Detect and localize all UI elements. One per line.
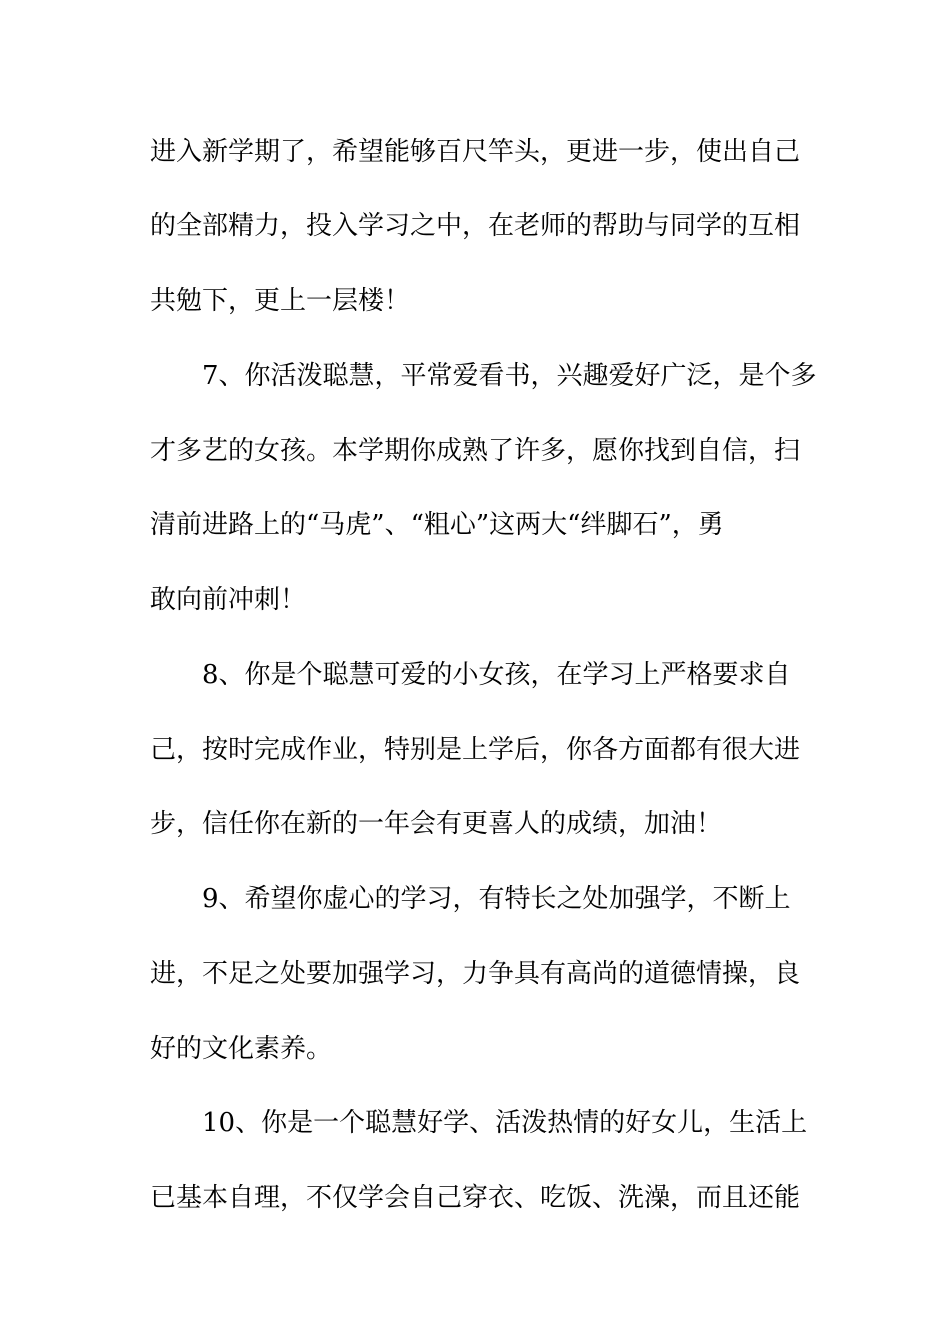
paragraph-line: 才多艺的女孩。本学期你成熟了许多，愿你找到自信，扫 bbox=[150, 436, 801, 466]
paragraph-line: 清前进路上的“马虎”、“粗心”这两大“绊脚石”，勇 bbox=[150, 510, 724, 540]
paragraph-line: 7、你活泼聪慧，平常爱看书，兴趣爱好广泛，是个多 bbox=[202, 361, 817, 391]
paragraph-line: 进入新学期了，希望能够百尺竿头，更进一步，使出自己 bbox=[150, 137, 801, 167]
paragraph-line: 8、你是个聪慧可爱的小女孩，在学习上严格要求自 bbox=[202, 660, 791, 690]
paragraph-line: 好的文化素养。 bbox=[150, 1034, 333, 1064]
paragraph-line: 10、你是一个聪慧好学、活泼热情的好女儿，生活上 bbox=[202, 1108, 808, 1138]
paragraph-line: 共勉下，更上一层楼！ bbox=[150, 286, 411, 316]
paragraph-line: 步，信任你在新的一年会有更喜人的成绩，加油！ bbox=[150, 809, 723, 839]
paragraph-line: 进，不足之处要加强学习，力争具有高尚的道德情操，良 bbox=[150, 959, 801, 989]
paragraph-line: 已基本自理，不仅学会自己穿衣、吃饭、洗澡，而且还能 bbox=[150, 1183, 801, 1213]
paragraph-line: 9、希望你虚心的学习，有特长之处加强学，不断上 bbox=[202, 884, 791, 914]
paragraph-line: 敢向前冲刺！ bbox=[150, 585, 307, 615]
paragraph-line: 的全部精力，投入学习之中，在老师的帮助与同学的互相 bbox=[150, 211, 801, 241]
paragraph-line: 己，按时完成作业，特别是上学后，你各方面都有很大进 bbox=[150, 735, 801, 765]
